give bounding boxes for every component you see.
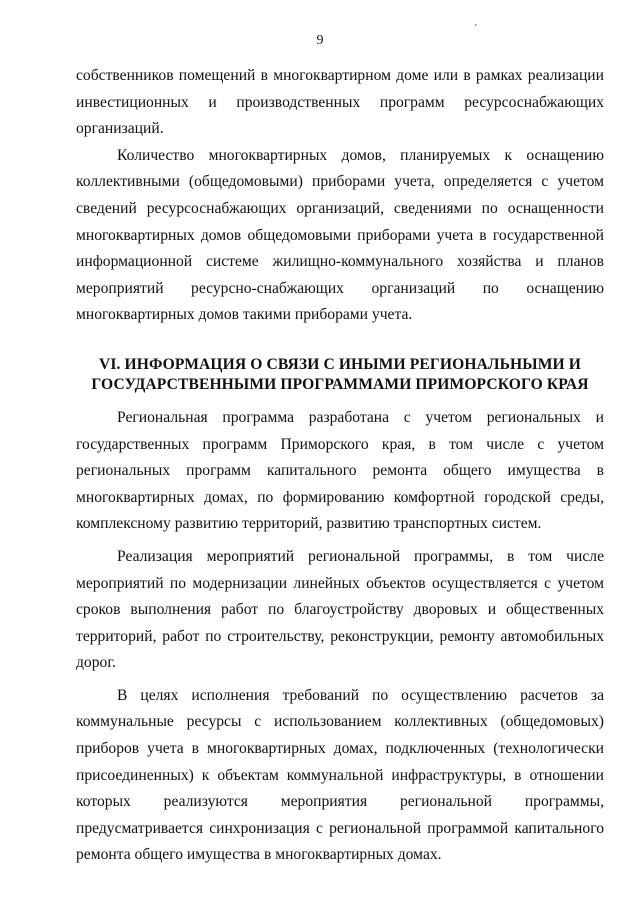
paragraph-synchronization: В целях исполнения требований по осуществлению расчетов за коммунальные ресурсы с использованием коллективных (общедомовых) приборов учета в многоквартирных домах, подключенных (технологически присоединенных) к объектам коммунальной инфраструктуры, в отношении которых реализуются мероприятия региональной программы, предусматривается синхронизация с региональной программой капитального ремонта общего имущества в многоквартирных домах. bbox=[76, 686, 604, 864]
section-heading-line-2: ГОСУДАРСТВЕННЫМИ ПРОГРАММАМИ ПРИМОРСКОГО КРАЯ bbox=[91, 375, 589, 393]
paragraph-implementation: Реализация мероприятий региональной программы, в том числе мероприятий по модернизации линейных объектов осуществляется с учетом сроков выполнения работ по благоустройству дворовых и общественных территорий, работ по строительству, реконструкции, ремонту автомобильных дорог. bbox=[76, 547, 604, 672]
section-heading bbox=[76, 355, 604, 395]
document-body bbox=[76, 63, 604, 869]
section-heading-line-1: VI. ИНФОРМАЦИЯ О СВЯЗИ С ИНЫМИ РЕГИОНАЛЬНЫМИ И bbox=[99, 355, 581, 373]
paragraph-metering-count: Количество многоквартирных домов, планируемых к оснащению коллективными (общедомовыми) приборами учета, определяется с учетом сведений ресурсоснабжающих организаций, сведениями по оснащенности многоквартирных домов общедомовыми приборами учета в государственной информационной системе жилищно-коммунального хозяйства и планов мероприятий ресурсно-снабжающих организаций по оснащению многоквартирных домов такими приборами учета. bbox=[76, 146, 604, 324]
paragraph-continuation: собственников помещений в многоквартирном доме или в рамках реализации инвестиционных и производственных программ ресурсоснабжающих организаций. bbox=[76, 67, 604, 138]
scan-mark: ' bbox=[475, 23, 477, 34]
paragraph-program-development: Региональная программа разработана с учетом региональных и государственных программ Приморского края, в том числе с учетом региональных программ капитального ремонта общего имущества в многоквартирных домах, по формированию комфортной городской среды, комплексному развитию территорий, развитию транспортных систем. bbox=[76, 408, 604, 533]
page-number: 9 bbox=[316, 33, 324, 48]
